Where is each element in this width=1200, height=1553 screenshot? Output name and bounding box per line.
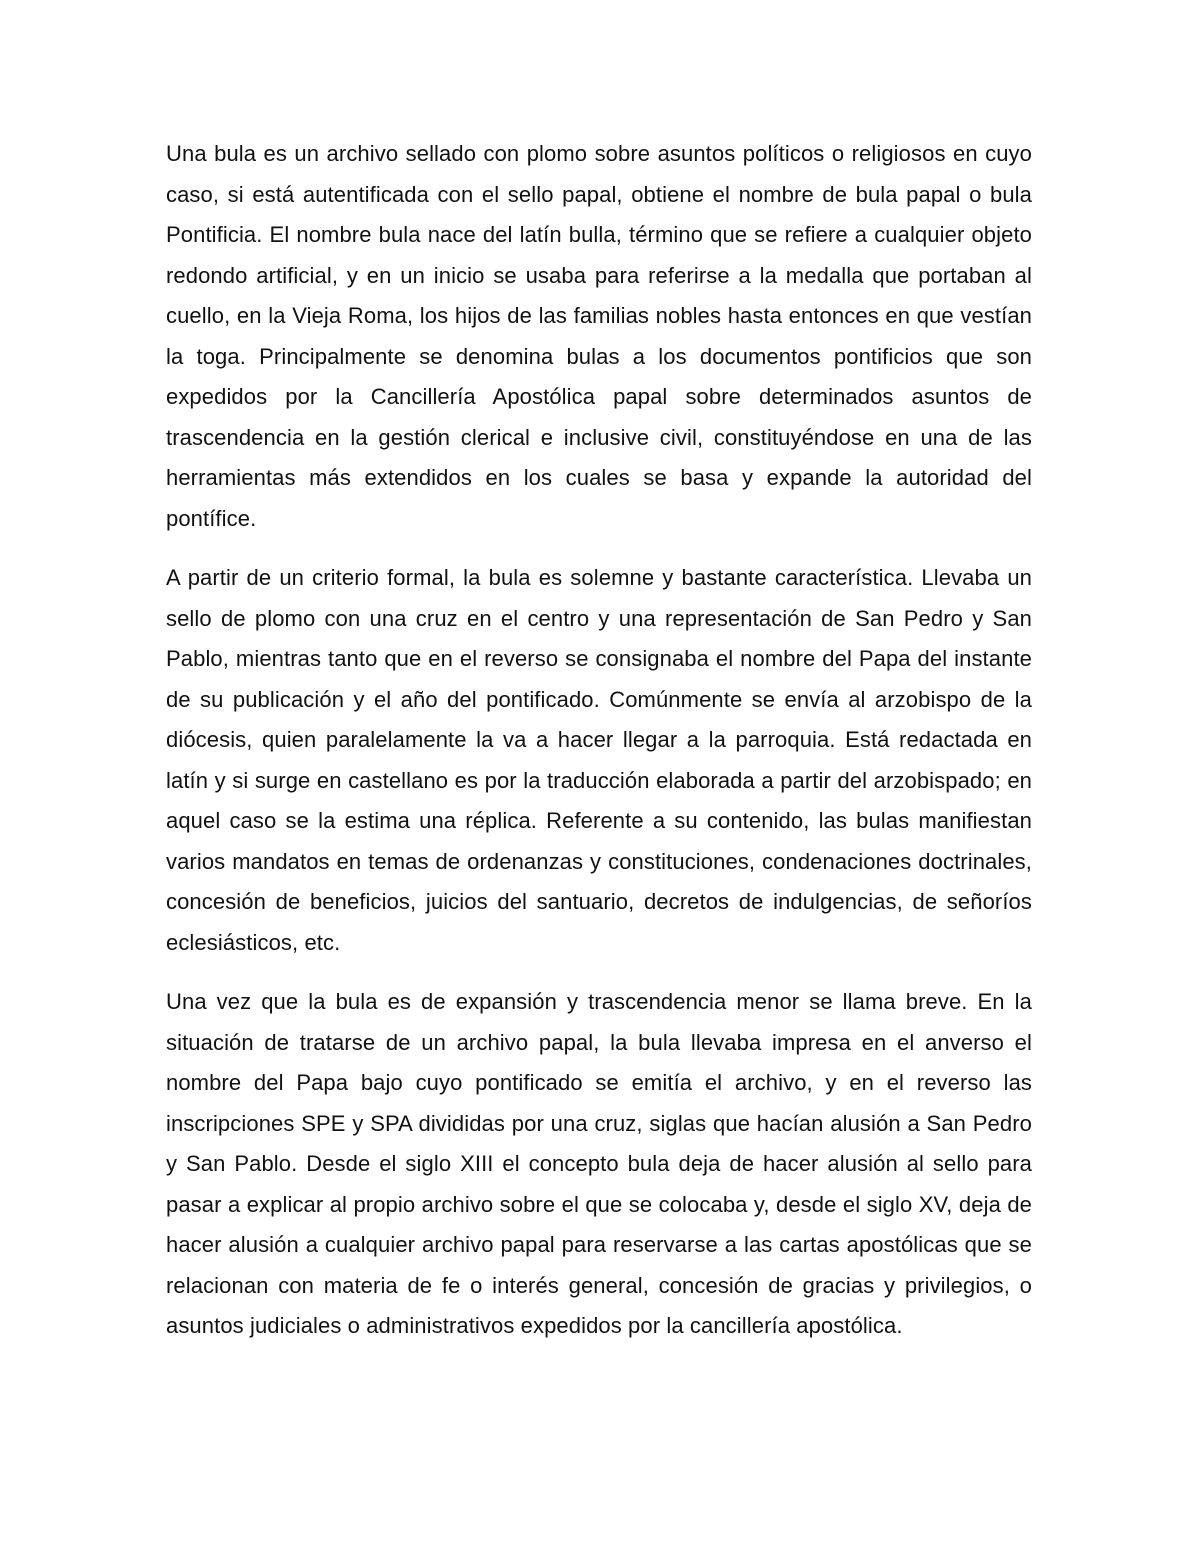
paragraph-1: Una bula es un archivo sellado con plomo sobre asuntos políticos o religiosos en cuyo caso, si está autentificada con el sello papal, obtiene el nombre de bula papal o bula Pontificia. El nombre bula nace del latín bulla, término que se refiere a cualquier objeto redondo artificial, y en un inicio se usaba para referirse a la medalla que portaban al cuello, en la Vieja Roma, los hijos de las familias nobles hasta entonces en que vestían la toga. Principalmente se denomina bulas a los documentos pontificios que son expedidos por la Cancillería Apostólica papal sobre determinados asuntos de trascendencia en la gestión clerical e inclusive civil, constituyéndose en una de las herramientas más extendidos en los cuales se basa y expande la autoridad del pontífice. (166, 141, 1032, 531)
document-body (166, 134, 1032, 1366)
paragraph-3: Una vez que la bula es de expansión y trascendencia menor se llama breve. En la situación de tratarse de un archivo papal, la bula llevaba impresa en el anverso el nombre del Papa bajo cuyo pontificado se emitía el archivo, y en el reverso las inscripciones SPE y SPA divididas por una cruz, siglas que hacían alusión a San Pedro y San Pablo. Desde el siglo XIII el concepto bula deja de hacer alusión al sello para pasar a explicar al propio archivo sobre el que se colocaba y, desde el siglo XV, deja de hacer alusión a cualquier archivo papal para reservarse a las cartas apostólicas que se relacionan con materia de fe o interés general, concesión de gracias y privilegios, o asuntos judiciales o administrativos expedidos por la cancillería apostólica. (166, 989, 1032, 1338)
paragraph-2: A partir de un criterio formal, la bula es solemne y bastante característica. Llevaba un sello de plomo con una cruz en el centro y una representación de San Pedro y San Pablo, mientras tanto que en el reverso se consignaba el nombre del Papa del instante de su publicación y el año del pontificado. Comúnmente se envía al arzobispo de la diócesis, quien paralelamente la va a hacer llegar a la parroquia. Está redactada en latín y si surge en castellano es por la traducción elaborada a partir del arzobispado; en aquel caso se la estima una réplica. Referente a su contenido, las bulas manifiestan varios mandatos en temas de ordenanzas y constituciones, condenaciones doctrinales, concesión de beneficios, juicios del santuario, decretos de indulgencias, de señoríos eclesiásticos, etc. (166, 565, 1032, 955)
